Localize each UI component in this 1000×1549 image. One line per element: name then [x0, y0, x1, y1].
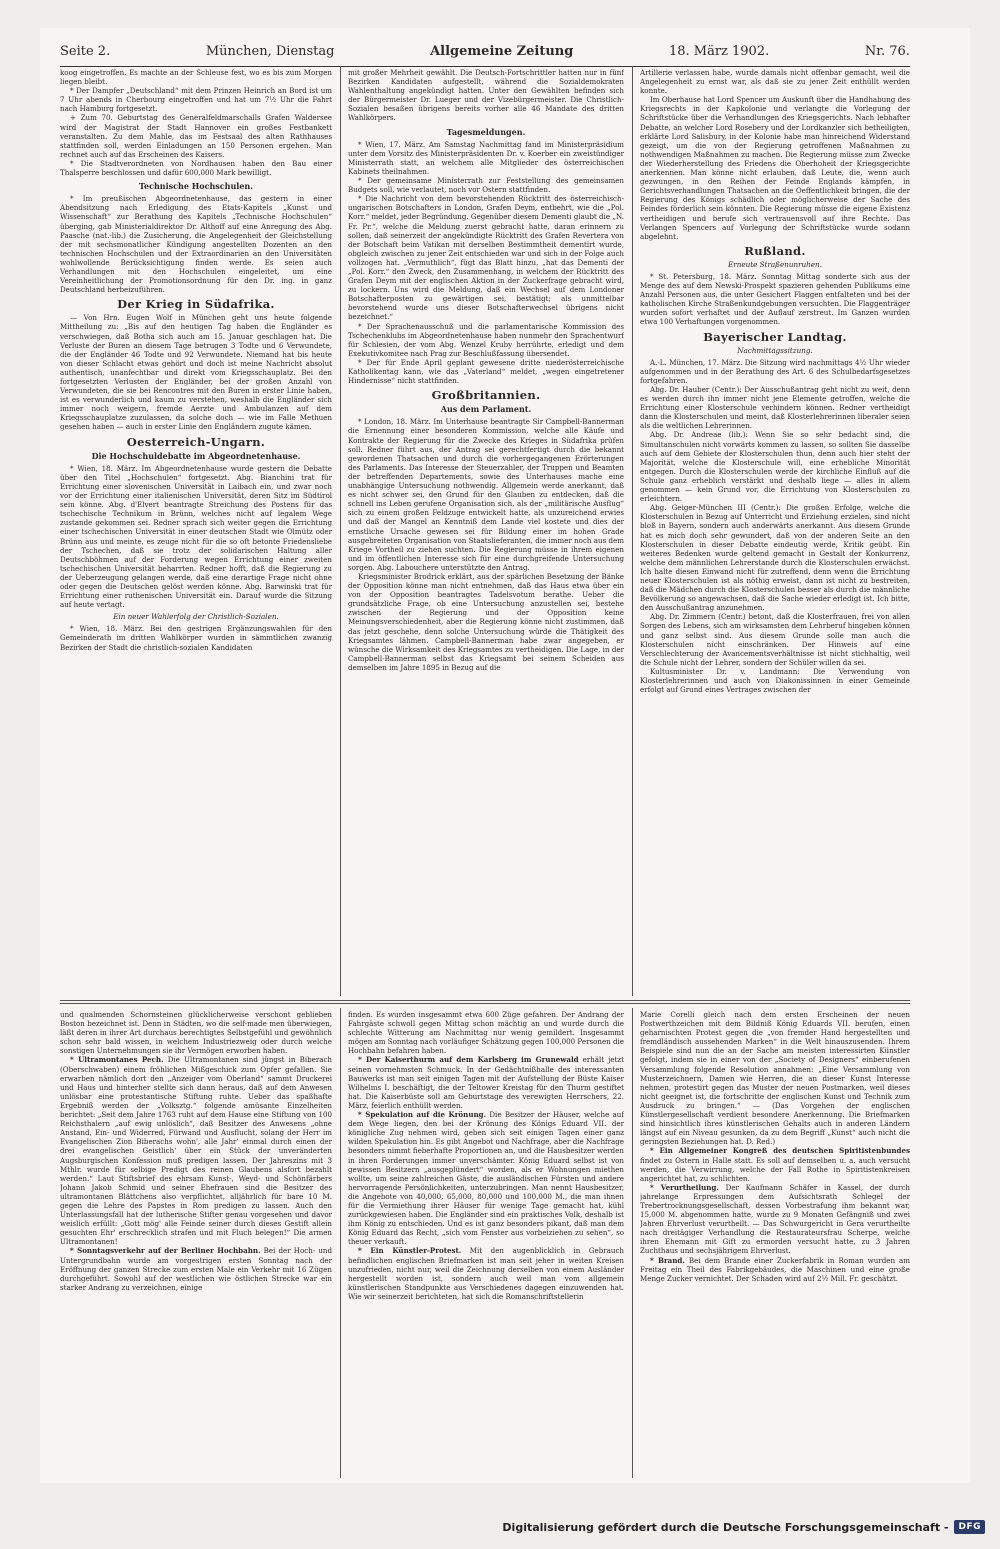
lower-column-2 [348, 1010, 624, 1478]
paragraph [348, 1110, 624, 1246]
paragraph: Artillerie verlassen habe, wurde damals nicht offenbar gemacht, weil die Angelegenheit zu ernst war, als daß sie zu jener Zeit enthüllt werden konnte. [640, 68, 910, 96]
item-heading: * Spekulation auf die Krönung. [358, 1110, 487, 1120]
page-header [60, 40, 910, 67]
paragraph: * Im preußischen Abgeordnetenhause, das gestern in einer Abendsitzung nach Erledigung des Etats-Kapitels „Kunst und Wissenschaft“ zur Berathung des Kapitels „Technische Hochschulen“ überging, gab Ministerialdirektor Dr. Althoff auf eine Anregung des Abg. Paasche (nat.-lib.) die Zusicherung, die Angelegenheit der Gleichstellung der mit sechsmonatlicher Kündigung angestellten Dozenten an den technischen Hochschulen und der Extraordinarien an den Universitäten wohlwollende Berücksichtigung finden werde. Es seien auch Verhandlungen mit den Hochschulen eingeleitet, um eine Vereinheitlichung der Promotionsordnung für den Dr. ing. in ganz Deutschland herbeizuführen. [60, 194, 332, 295]
lower-column-3 [640, 1010, 910, 1478]
item-text: Bei der Hoch- und Untergrundbahn wurde am vorgestrigen ersten Sonntag nach der Eröffnung der ganzen Strecke zum ersten Male ein Verkehr mit 16 Zügen durchgeführt. Sowohl auf der westlichen wie östlichen Strecke war ein starker Andrang zu verzeichnen, einige [60, 1246, 332, 1292]
item-text: Der Kaufmann Schäfer in Kassel, der durch jahrelange Erpressungen dem Aufsichtsrath Schlegel der Trebertrocknungsgesellschaft, dessen Vorbestrafung ihm bekannt war, 15,000 M. abgenommen hatte, wurde zu 9 Monaten Gefängniß und zwei Jahren Ehrverlust verurtheilt. — Das Schwurgericht in Gera verurtheilte nach dreitägiger Verhandlung die Restaurateursfrau Scherpe, welche ihren Ehemann mit Gift zu ermorden versucht hatte, zu 3 Jahren Zuchthaus und sechsjährigem Ehrverlust. [640, 1182, 910, 1256]
paragraph: + Zum 70. Geburtstag des Generalfeldmarschalls Grafen Waldersee wird der Magistrat der Stadt Hannover ein großes Festbankett veranstalten. Zu dem Mahle, das im Festsaal des alten Rathhauses stattfinden soll, werden Einladungen an 150 Personen ergehen. Man rechnet auch auf das Erscheinen des Kaisers. [60, 113, 332, 159]
item-heading: * Ein Künstler-Protest. [358, 1246, 462, 1256]
item-text: Die Besitzer der Häuser, welche auf dem Wege liegen, den bei der Krönung des Königs Eduard VII. der königliche Zug nehmen wird, geben sich seit einigen Tagen einer ganz wilden Spekulation hin. Es gibt Angebot und Nachfrage, aber die Nachfrage besonders nimmt fieberhafte Proportionen an, und die Hausbesitzer werden in ihren Forderungen immer unverschämter. König Eduard selbst ist von gewissen Besitzern „ausgeplündert“ worden, als er Wohnungen miethen wollte, um seine zahlreichen Gäste, die ausländischen Fürsten und andere hervorragende Persönlichkeiten, unterzubringen. Man nennt Hausbesitzer, die Angebote von 40,000, 65,000, 80,000 und 100,000 M., die man ihnen für die Vermiethung ihrer Häuser für wenige Tage gemacht hat, kühl zurückgewiesen haben. Die Engländer sind ein praktisches Volk, deshalb ist ihm König zu entschieden. Und es ist ganz besonders pikant, daß man dem König Eduard das Recht, „sich vom Fenster aus vorbeiziehen zu sehen“, so theuer verkauft. [348, 1110, 624, 1247]
paragraph: Abg. Geiger-München III (Centr.): Die großen Erfolge, welche die Klosterschulen in Bezug auf Unterricht und Erziehung erzielen, sind nicht bloß in Bayern, sondern auch anderwärts anerkannt. Aus diesem Grunde hat es mich doch sehr gewundert, daß von der anderen Seite an den Klosterschulen in dieser Debatte eindeutig werde, Kritik geübt. Ein weiteres Bedenken wurde geltend gemacht in Gestalt der Konkurrenz, welche dem männlichen Lehrerstande durch die Klosterschulen erwächst. Ich halte diesen Einwand nicht für zutreffend, denn wenn die Errichtung neuer Klosterschulen ist als nöthig erweist, dann ist nicht zu bestreiten, daß die Mädchen durch die Klosterschulen besser als durch die männliche Bevölkerung so angewachsen, daß die Sache wieder erledigt ist. Ich bitte, den Ausschußantrag anzunehmen. [640, 503, 910, 613]
lower-column-1 [60, 1010, 332, 1478]
paragraph [640, 1183, 910, 1256]
paragraph: * Der Dampfer „Deutschland“ mit dem Prinzen Heinrich an Bord ist um 7 Uhr abends in Cherbourg eingetroffen und hat um 7½ Uhr die Fahrt nach Hamburg fortgesetzt. [60, 86, 332, 114]
city-day: München, Dienstag [205, 43, 335, 59]
digitization-credit [480, 1516, 985, 1538]
paragraph: * St. Petersburg, 18. März. Sonntag Mittag sonderte sich aus der Menge des auf dem Newski-Prospekt spazieren gehenden Publikums eine Anzahl Personen aus, die unter Gesichert Flaggen entfalteten und bei der katholischen Kirche Straßenkundgebungen versuchten. Die Flaggenträger wurden sofort verhaftet und der Auflauf zerstreut. Im Ganzen wurden etwa 100 Verhaftungen vorgenommen. [640, 271, 910, 327]
column-rule [632, 1008, 633, 1478]
item-text: Bei dem Brande einer Zuckerfabrik in Roman wurden am Freitag ein Theil des Fabrikgebäudes, die Maschinen und eine große Menge Zucker vernichtet. Der Schaden wird auf 2½ Mill. Fr. geschätzt. [640, 1255, 910, 1283]
feuilleton-separator [60, 1000, 910, 1004]
column-rule [632, 66, 633, 996]
dfg-logo: DFG [954, 1520, 985, 1534]
paragraph: Im Oberhause hat Lord Spencer um Auskunft über die Handhabung des Kriegsrechts in der Kapkolonie und verlangte die Vorlegung der Schriftstücke über die Verhandlungen des Kriegsgerichts. Nach lebhafter Debatte, an welcher Lord Rosebery und der Lordkanzler sich betheiligten, erklärte Lord Salisbury, in der Kolonie habe man hinreichend Widerstand gezeigt, um die von der Regierung getroffenen Maßnahmen zu nothwendigen Maßnahmen zu machen. Die Regierung müsse zum Zwecke der Wiederherstellung des Friedens die Oberhoheit der Kriegsgerichte anerkennen. Man könne nicht erlauben, daß Leute, die, wenn auch gezwungen, in den Reihen der Feinde Englands kämpfen, in Gerichtsverhandlungen Thatsachen an die Oeffentlichkeit bringen, die der Regierung des Königs schädlich oder möglicherweise der Sache des Feindes förderlich sein könnten. Die Regierung müsse die eigene Existenz vertheidigen und berufe sich vertrauensvoll auf ihre Rechte. Das Verlangen Spencers auf Vorlegung der Schriftstücke wurde sodann abgelehnt. [640, 95, 910, 241]
item-text: Die Ultramontanen sind jüngst in Biberach (Oberschwaben) einem fröhlichen Mißgeschick zum Opfer gefallen. Sie erwarben nämlich dort den „Anzeiger vom Oberland“ sammt Druckerei und Haus und hinterher stellte sich dann heraus, daß auf dem Anwesen unlösbar eine protestantische Stiftung ruhte. Ueber das spaßhafte Ergebniß werden der „Volksztg.“ folgende amüsante Einzelheiten berichtet: „Seit dem Jahre 1763 ruht auf dem Hause eine Stiftung von 100 Reichsthalern „auf ewig unlöslich“, daß Besitzer des Anwesens „ohne Anstand, Ein- und Widerred, Fürwand und Ausflucht, solang der Herr im Evangelischen Zion Biberachs wohn', alle Jahr' einmal durch einen der drei evangelischen Geistlich' über ein Stück der unveränderten Augsburgischen Konfession muß predigen lassen. Der Jahreszins mit 3 Mthlr. wurde für selbige Predigt des reinen Glaubens alsfort bezahlt werden.“ Laut Stiftsbrief des ehrsam Kunst-, Weyd- und Schönfärbers Johann Jakob Schmid und seiner Ehefrauen sind die Besitzer des ultramontanen Blättchens also verpflichtet, alljährlich für bare 10 M. gegen die Lehre des Papstes in Rom predigen zu lassen. Auch den Unterlassungsfall hat der lutherische Stifter genau vorgesehen und davor weislich erfüllt: „Gott mög' alle Feinde seiner durch dieses Gestift allein gesuchten Ehr' erschrecklich strafen und mit Fluch belegen!“ Die armen Ultramontanen! [60, 1055, 332, 1247]
section-heading: Tagesmeldungen. [446, 126, 526, 137]
paragraph: * Der Sprachenausschuß und die parlamentarische Kommission des Tschechenklubs im Abgeordnetenhause haben nunmehr den Sprachentwurf für Schlesien, der vom Abg. Wenzel Kruby herrührte, erledigt und dem Exekutivkomitee nach Prag zur Beschlußfassung übersendet. [348, 321, 624, 358]
paragraph: * Wien, 17. März. Am Samstag Nachmittag fand im Ministerpräsidium unter dem Vorsitz des Ministerpräsidenten Dr. v. Koerber ein zweistündiger Ministerrath statt, an welchem alle Mitglieder des österreichischen Kabinets theilnahmen. [348, 139, 624, 176]
column-rule [340, 66, 341, 996]
paragraph: * Der für Ende April geplant gewesene dritte niederösterreichische Katholikentag kann, wie das „Vaterland“ meldet, „wegen eingetretener Hindernisse“ nicht stattfinden. [348, 357, 624, 386]
column-2 [348, 68, 624, 994]
issue-number: Nr. 76. [864, 43, 910, 59]
section-heading: Technische Hochschulen. [138, 181, 254, 192]
sub-heading: Erneute Straßenunruhen. [728, 259, 822, 269]
section-title: Bayerischer Landtag. [703, 329, 847, 344]
paragraph [60, 1246, 332, 1291]
page-number: Seite 2. [60, 43, 111, 59]
paragraph: * London, 18. März. Im Unterhause beantragte Sir Campbell-Bannerman die Ernennung einer besonderen Kommission, welche alle Käufe und Kontrakte der Regierung für die Zwecke des Krieges in Südafrika prüfen soll. Redner führt aus, der Antrag sei gerechtfertigt durch die bekannt gewordenen Thatsachen und durch die vorhergegangenen Erörterungen des Parlaments. Das Interesse der Steuerzahler, der Truppen und Beamten der betreffenden Departements, sowie des Unterhauses mache eine unabhängige Untersuchung nothwendig. Allgemein werde anerkannt, daß es nicht schwer sei, den Grund für den Glauben zu entdecken, daß die schnell ins Leben gerufene Organisation sich, als der „militärische Ausflug“ sich zu einem großen Feldzuge entwickelt hatte, als unzureichend erwies und daß der Mangel an Kenntniß dem Lande viel kostete und dies der ernstliche Ursache gewesen sei für Bildung einer im hohen Grade ausgebreiteten Organisation von Staatslieferanten, die immer noch aus dem Kriege Vortheil zu ziehen suchten. Die Regierung müsse in ihrem eigenen und im öffentlichen Interesse sich für eine durchgreifende Untersuchung sorgen. Abg. Labouchere unterstützte den Antrag. [348, 417, 624, 572]
item-heading: * Brand. [650, 1255, 685, 1265]
paragraph [60, 1055, 332, 1246]
section-heading: Die Hochschuldebatte im Abgeordnetenhause. [91, 450, 301, 461]
column-1 [60, 68, 332, 994]
paragraph: * Der gemeinsame Ministerrath zur Feststellung des gemeinsamen Budgets soll, wie verlautet, noch vor Ostern stattfinden. [348, 176, 624, 195]
paragraph [348, 1055, 624, 1110]
paragraph: * Die Nachricht von dem bevorstehenden Rücktritt des österreichisch-ungarischen Botschafters in London, Grafen Deym, entbehrt, wie die „Pol. Korr.“ meldet, jeder Begründung. Gegenüber diesem Dementi glaubt die „N. Fr. Pr.“, welche die Meldung zuerst gebracht hatte, daran erinnern zu sollen, daß seinerzeit der angekündigte Rücktritt des Grafen Revertera von der Botschaft beim Vatikan mit derselben Bestimmtheit dementirt wurde, obgleich zwischen zu jener Zeit entschieden war und sich in der Folge auch vollzogen hat. „Vermuthlich“, fügt das Blatt hinzu, „hat das Dementi der „Pol. Korr.“ den Zweck, den Zusammenhang, in welchem der Rücktritt des Grafen Deym mit der englischen Aktion in der Zuckerfrage gebracht wird, zu lockern. Uns wird die Meldung, daß ein Wechsel auf dem Londoner Botschafterposten zu gewärtigen sei, bestätigt; als unmittelbar bevorstehend wurde uns dieser Botschafterwechsel übrigens nicht bezeichnet.“ [348, 194, 624, 322]
sub-heading: Ein neuer Wahlerfolg der Christlich-Sozialen. [113, 612, 279, 622]
newspaper-title: Allgemeine Zeitung [430, 43, 574, 59]
item-heading: * Verurtheilung. [650, 1182, 719, 1192]
paragraph: * Wien, 18. März. Bei den gestrigen Ergänzungswahlen für den Gemeinderath im dritten Wahlkörper wurden in sämmtlichen zwanzig Bezirken der Stadt die christlich-sozialen Kandidaten [60, 624, 332, 652]
column-3 [640, 68, 910, 994]
item-text: Mit den augenblicklich in Gebrauch befindlichen englischen Briefmarken ist man seit jeher in weiten Kreisen unzufrieden, nicht nur, weil die Zeichnung derselben von einem Ausländer hergestellt worden ist, sondern auch weil man vom allgemein künstlerischen Standpunkte aus Verschiedenes dagegen einzuwenden hat. Wie wir seinerzeit berichteten, hat sich die Romanschriftstellerin [348, 1246, 624, 1301]
paragraph [640, 1146, 910, 1182]
paragraph: Kriegsminister Brodrick erklärt, aus der spärlichen Besetzung der Bänke der Opposition könne man nicht entnehmen, daß das Haus etwa über ein von der Opposition beantragtes Tadelsvotum berathe. Ueber die grundsätzliche Frage, ob eine Untersuchung anzustellen sei, bestehe zwischen der Regierung und der Opposition keine Meinungsverschiedenheit, aber die Regierung könne nicht zustimmen, daß das jetzt geschehe, denn solche Untersuchung würde die Thätigkeit des Kriegsamtes lähmen. Campbell-Bannerman habe zwar angegeben, er wünsche die Wirksamkeit des Kriegsamtes zu vertheidigen. Die Lage, in der Campbell-Bannerman selbst das Kriegsamt bei seinem Scheiden aus demselben im Jahre 1895 in Bezug auf die [348, 571, 624, 672]
paragraph: koog eingetroffen. Es machte an der Schleuse fest, wo es bis zum Morgen liegen bleibt. [60, 68, 332, 87]
section-heading: Aus dem Parlament. [440, 404, 532, 415]
issue-date: 18. März 1902. [668, 43, 770, 59]
paragraph: — Von Hrn. Eugen Wolf in München geht uns heute folgende Mittheilung zu: „Bis auf den heutigen Tag haben die Engländer es verschwiegen, daß Botha sich auch am 15. Januar geschlagen hat. Die Verluste der Buren an diesem Tage betrugen 3 Todte und 6 Verwundete, die der Engländer 46 Todte und 92 Verwundete. Niemand hat bis heute von dieser Schlacht etwas gehört und doch ist meine Nachricht absolut authentisch, unanfechtbar und direkt vom Kriegsschauplatz. Bei den fortgesetzten Verlusten der Engländer, bei der großen Anzahl von Verwundeten, die sie bei Rencontres mit den Buren in erster Linie haben, ist es verwunderlich und kaum zu verstehen, weshalb die Engländer sich immer noch weigern, fremde Aerzte und Ambulanzen auf dem Kriegsschauplatze zuzulassen, da solche doch — wie im Falle Methuen gesehen haben — auch in erster Linie den Engländern zugute kämen. [60, 313, 332, 432]
paragraph: Marie Corelli gleich nach dem ersten Erscheinen der neuen Postwerthzeichen mit dem Bildniß König Eduards VII. berufen, einen geharnischten Protest gegen die „von fremder Hand hergestellten und fremdländisch aussehenden Marken“ in die Welt hinauszusenden. Ihrem Beispiele sind nun die an der Sache am meisten interessirten Künstler gefolgt, indem sie in einer von der „Society of Designers“ einberufenen Versammlung folgende Resolution annahmen: „Eine Versammlung von Musterzeichnern, Damen wie Herren, die an dieser Kunst Interesse nehmen, protestirt gegen das Muster der neuen Postmarken, weil dieses nicht geeignet ist, die fortschritte der englischen Kunst und Technik zum Ausdruck zu bringen.“ — (Das Vorgehen der englischen Künstlergesellschaft verdient besondere Anerkennung. Die Briefmarken sind hinsichtlich ihres künstlerischen Gehalts auch in anderen Ländern längst auf ein Niveau gesunken, da zu dem Begriff „Kunst“ auch nicht die geringsten Beziehungen hat. D. Red.) [640, 1010, 910, 1147]
item-heading: * Der Kaiserthurm auf dem Karlsberg im Grunewald [358, 1055, 579, 1065]
section-title: Großbritannien. [431, 388, 541, 403]
paragraph: Kultusminister Dr. v. Landmann: Die Verwendung von Klosterlehrerinnen und auch von Diakonissinnen in einer Gemeinde erfolgt auf Grund eines Vertrages zwischen der [640, 666, 910, 695]
paragraph: mit großer Mehrheit gewählt. Die Deutsch-Fortschrittler hatten nur in fünf Bezirken Kandidaten aufgestellt, während die Sozialdemokraten Wahlenthaltung angekündigt hatten. Unter den Gewählten befinden sich der Bürgermeister Dr. Lueger und der Vizebürgermeister. Die Christlich-Sozialen besaßen übrigens bereits vorher alle 46 Mandate des dritten Wahlkörpers. [348, 68, 624, 123]
sub-heading: Nachmittagssitzung. [737, 345, 813, 355]
section-title: Der Krieg in Südafrika. [117, 297, 275, 312]
paragraph: * Die Stadtverordneten von Nordhausen haben den Bau einer Thalsperre beschlossen und dafür 600,000 Mark bewilligt. [60, 158, 332, 178]
column-rule [340, 1008, 341, 1478]
paragraph: A.-L. München, 17. März. Die Sitzung wird nachmittags 4½ Uhr wieder aufgenommen und in der Berathung des Art. 6 des Schulbedarfsgesetzes fortgefahren. [640, 357, 910, 385]
credit-text: Digitalisierung gefördert durch die Deutsche Forschungsgemeinschaft - [502, 1520, 949, 1534]
item-heading: * Ein Allgemeiner Kongreß des deutschen Spiritistenbundes [650, 1146, 910, 1156]
paragraph: * Wien, 18. März. Im Abgeordnetenhause wurde gestern die Debatte über den Titel „Hochschulen“ fortgesetzt. Abg. Bianchini trat für Errichtung einer slovenischen Universität in Laibach ein, und zwar noch vor der Errichtung einer italienischen Universität, deren Sitz im Südtirol sein könne. Abg. d'Elvert beantragte Streichung des Postens für das tschechische Technikum in Brünn, welches nicht auf legalem Wege zustande gekommen sei. Redner sprach sich weiter gegen die Errichtung einer tschechischen Universität in einer deutschen Stadt wie Olmütz oder Brünn aus und meinte, es zeuge nicht für die so oft betonte Friedensliebe der Tschechen, daß sie trotz der solidarischen Haltung aller Deutschböhmen auf der Forderung wegen Errichtung einer zweiten tschechischen Universität beharrten. Redner hofft, daß die Regierung zu der Ueberzeugung gelangen werde, daß eine derartige Frage nicht ohne oder gegen die Deutschen gelöst werden könne. Abg. Barwinski trat für Errichtung einer ruthenischen Universität ein. Darauf wurde die Sitzung auf heute vertagt. [60, 463, 332, 610]
paragraph: Abg. Dr. Hauber (Centr.): Der Ausschußantrag geht nicht zu weit, denn es werden durch ihn immer nicht jene Elemente getroffen, welche die Errichtung einer Klosterschule verhindern können. Redner vertheidigt dann die Klosterschulen und meint, daß Klosterlehrerinnen liberaler seien als die weltlichen Lehrerinnen. [640, 385, 910, 431]
paragraph: und qualmenden Schornsteinen glücklicherweise verschont geblieben Boston bezeichnet ist. Denn in Städten, wo die self-made men überwiegen, läßt deren in ihrer Art durchaus berechtigtes Selbstgefühl und gewöhnlich schon sehr bald wissen, in welchem Industriezweig oder durch welche sonstigen Unternehmungen sie ihr Vermögen erworben haben. [60, 1010, 332, 1056]
section-title: Rußland. [744, 243, 806, 258]
paragraph [348, 1246, 624, 1301]
paragraph: Abg. Dr. Andreae (lib.): Wenn Sie so sehr bedacht sind, die Simultanschulen nicht vorwärts kommen zu lassen, so sollten Sie dasselbe auch auf dem Gebiete der Klosterschulen thun, denn auch hier steht der Majorität, welche die Klosterschule will, eine erhebliche Minorität entgegen. Durch die Klosterschulen werde der kirchliche Einfluß auf die Schule ganz erheblich verstärkt und deshalb liege — alles in allem genommen — kein Grund vor, die Errichtung von Klosterschulen zu erleichtern. [640, 430, 910, 504]
paragraph [640, 1256, 910, 1283]
section-title: Oesterreich-Ungarn. [126, 434, 266, 449]
paragraph: finden. Es wurden insgesammt etwa 600 Züge gefahren. Der Andrang der Fahrgäste schwoll gegen Mittag schon mächtig an und wurde durch die schlechte Witterung am Nachmittag nur wenig gemildert. Insgesammt mögen am Sonntag nach vorläufiger Schätzung gegen 100,000 Personen die Hochbahn befahren haben. [348, 1010, 624, 1056]
item-heading: * Ultramontanes Pech. [70, 1055, 164, 1065]
paragraph: Abg. Dr. Zimmern (Centr.) betont, daß die Klosterfrauen, frei von allen Sorgen des Lebens, sich am wirksamsten dem Lehrberuf hingeben können und ganz selbst sind. Aus diesem Grunde solle man auch die Klosterschulen nicht einschränken. Der Hinweis auf eine Verschlechterung der Avancementsverhältnisse ist nicht stichhaltig, weil die Schule nicht der Lehrer, sondern der Schüler willen da sei. [640, 612, 910, 667]
item-text: erhält jetzt seinen vornehmsten Schmuck. In der Gedächtnißhalle des interessanten Bauwerks ist man seit einigen Tagen mit der Aufstellung der Büste Kaiser Wilhelms I. beschäftigt, die der Teltower Kreistag für den Thurm gestiftet hat. Die Kaiserbüste soll am Geburtstage des verewigten Herrschers, 22. März, feierlich enthüllt werden. [348, 1055, 624, 1110]
item-text: findet zu Ostern in Halle statt. Es soll auf demselben u. a. auch versucht werden, die Verwirrung, welche der Fall Rothe in Spiritistenkreisen angerichtet hat, zu schlichten. [640, 1155, 910, 1183]
item-heading: * Sonntagsverkehr auf der Berliner Hochbahn. [70, 1246, 261, 1256]
